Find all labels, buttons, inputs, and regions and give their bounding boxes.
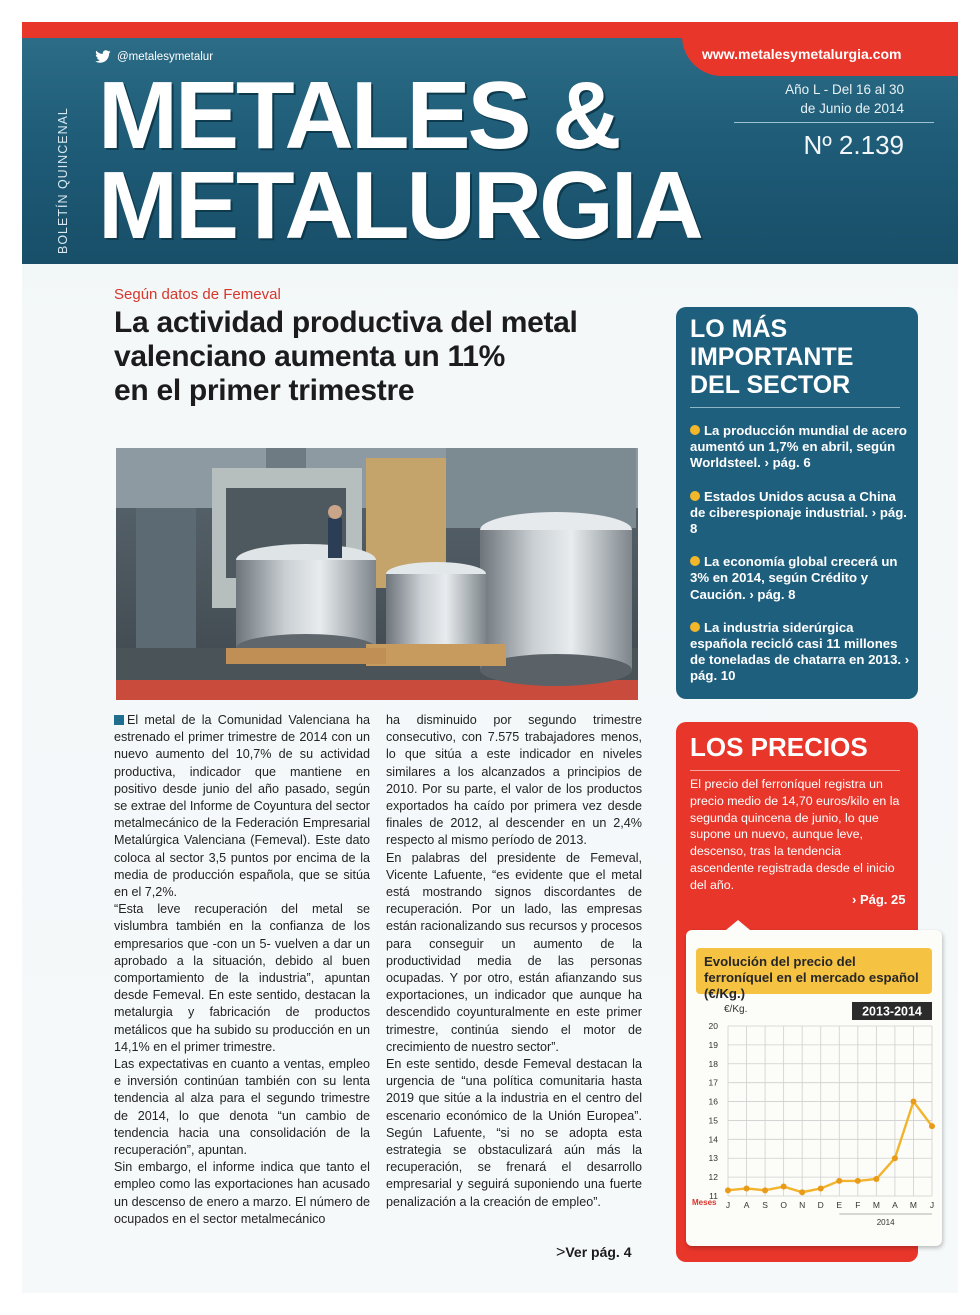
bullet-dot-icon	[690, 491, 700, 501]
masthead-title-line2: METALURGIA	[98, 152, 701, 259]
series-line	[728, 1102, 932, 1193]
data-point	[855, 1178, 861, 1184]
highlight-page: pág. 8	[690, 504, 907, 537]
article-paragraph: Sin embargo, el informe indica que tanto el empleo como las exportaciones han acusado un descenso de enero a marzo. El número de ocupados en el sector metalmecánico	[114, 1160, 370, 1226]
article-paragraph: En este sentido, desde Femeval destacan la urgencia de “una política comunitaria hasta 2019 que sitúe a la industria en el centro del escenario económico de la Unión Europea”. Según Lafuente, “si no se adopta esta estrategia se obstaculizará aún más la recuperación, se frenará el desarrollo empresarial y seguirá suponiendo una fuerte penalización a la creación de empleo”.	[386, 1057, 642, 1209]
paragraph-square-icon	[114, 715, 124, 725]
article-photo	[116, 448, 638, 700]
article-headline[interactable]	[114, 306, 644, 408]
vertical-label: BOLETÍN QUINCENAL	[56, 107, 70, 254]
issue-number: Nº 2.139	[803, 130, 904, 160]
x-tick-label: S	[762, 1200, 768, 1210]
price-chart-card	[686, 930, 942, 1246]
data-point	[910, 1099, 916, 1105]
issue-date-line2: de Junio de 2014	[800, 101, 904, 116]
article-column-1	[114, 712, 370, 1228]
y-tick-label: 13	[708, 1153, 718, 1164]
x-tick-label: O	[780, 1200, 787, 1210]
prices-text: El precio del ferroníquel registra un precio medio de 14,70 euros/kilo en la segunda quincena de junio, lo que supone un nuevo, aunque leve, descenso, tras la tendencia ascendente registrada desde el inicio del año.	[690, 777, 900, 892]
bullet-dot-icon	[690, 556, 700, 566]
masthead-title-line1: METALES &	[98, 62, 619, 169]
y-tick-label: 20	[708, 1021, 718, 1031]
highlight-text: La industria siderúrgica española recicló casi 11 millones de toneladas de chatarra en 2013. ›	[690, 619, 910, 668]
issue-info	[734, 80, 904, 118]
twitter-handle-text: @metalesymetalur	[117, 51, 214, 63]
x-tick-label: E	[836, 1200, 843, 1210]
period-badge-text: 2013-2014	[862, 1004, 922, 1019]
article-paragraph-text: El metal de la Comunidad Valenciana ha estrenado el primer trimestre de 2014 con un nuevo aumento del 10,7% de su actividad productiva, indicador que mantiene en positivo desde junio del año pasado, según se extrae del Informe de Coyuntura del sector metalmecánico de la Federación Empresarial Metalúrgica Valenciana (Femeval). Este dato coloca al sector 3,5 puntos por encima de la media de producción española, que se sitúa en el 7,2%.	[114, 713, 370, 900]
issue-separator	[734, 122, 934, 123]
see-page-link[interactable]	[556, 1244, 632, 1262]
data-point	[762, 1187, 768, 1193]
headline-line2: valenciano aumenta un 11%	[114, 340, 505, 373]
newspaper-page	[22, 22, 958, 1293]
sidebar-highlights	[676, 307, 918, 699]
y-tick-label: 11	[709, 1191, 718, 1201]
highlight-page: pág. 8	[757, 586, 796, 602]
article-paragraph: ha disminuido por segundo trimestre consecutivo, con 7.575 trabajadores menos, lo que sitúa a este indicador en niveles similares a los alcanzados a principios de 2010. Por su parte, el valor de los productos exportados ha caído por primera vez desde finales de 2012, al descender en un 2,4% respecto al mismo período de 2013.	[386, 713, 642, 848]
y-axis-unit: €/Kg.	[724, 1004, 748, 1015]
prices-page-link[interactable]: › Pág. 25	[852, 892, 906, 907]
highlight-item[interactable]	[690, 620, 910, 685]
data-point	[744, 1185, 750, 1191]
highlight-text: La producción mundial de acero aumentó un 1,7% en abril, según Worldsteel. ›	[690, 423, 907, 471]
article-paragraph	[114, 712, 370, 901]
issue-date-line1: Año L - Del 16 al 30	[785, 82, 904, 97]
x-tick-label: M	[909, 1200, 918, 1210]
x-tick-label: N	[799, 1200, 806, 1210]
y-tick-label: 18	[708, 1058, 718, 1069]
bullet-dot-icon	[690, 425, 700, 435]
article-column-2	[386, 712, 642, 1211]
data-point	[725, 1187, 731, 1193]
data-point	[929, 1123, 935, 1129]
data-point	[892, 1155, 898, 1161]
x-tick-label: J	[929, 1200, 935, 1210]
prices-title: LOS PRECIOS	[690, 732, 868, 762]
x-tick-label: D	[817, 1200, 824, 1210]
x-tick-label: M	[872, 1200, 880, 1210]
y-tick-label: 16	[708, 1096, 718, 1107]
x-axis-label: Meses	[692, 1198, 717, 1207]
prices-divider	[690, 770, 900, 771]
highlight-page: pág. 6	[772, 455, 811, 471]
data-point	[836, 1178, 842, 1184]
y-tick-label: 12	[708, 1172, 718, 1183]
highlights-title	[690, 315, 853, 399]
y-tick-label: 15	[708, 1115, 718, 1126]
data-point	[873, 1176, 879, 1182]
data-point	[799, 1189, 805, 1195]
x-tick-label: J	[725, 1200, 731, 1210]
x-tick-label: A	[743, 1200, 750, 1210]
see-page-arrow-icon: >	[556, 1244, 566, 1261]
website-url[interactable]: www.metalesymetalurgia.com	[682, 36, 958, 76]
data-point	[781, 1184, 787, 1190]
factory-photo-illustration	[116, 448, 638, 700]
article-paragraph: En palabras del presidente de Femeval, Vicente Lafuente, “es evidente que el metal está mostrando signos discordantes de recuperación. Por un lado, las empresas están racionalizando sus recursos y procesos para conseguir un aumento de la productividad media de las personas ocupadas. Y por otro, están afianzando sus exportaciones, un indicador que aunque ha descendido coyunturalmente en este primer trimestre, continúa siendo el motor de crecimiento de nuestro sector”.	[386, 850, 642, 1054]
see-page-text: Ver pág. 4	[565, 1244, 632, 1260]
masthead	[22, 22, 958, 264]
y-tick-label: 19	[708, 1039, 718, 1050]
highlights-title-line1: LO MÁS	[690, 315, 788, 343]
article-kicker: Según datos de Femeval	[114, 286, 281, 303]
highlight-page: pág. 10	[690, 668, 736, 684]
y-tick-label: 17	[708, 1077, 718, 1088]
article-paragraph: Las expectativas en cuanto a ventas, empleo e inversión continúan también con su lenta tendencia al alza para el segundo trimestre de 2014, lo que denota “un cambio de tendencia hacia una consolidación de la recuperación”, apuntan.	[114, 1057, 370, 1158]
article-paragraph: “Esta leve recuperación del metal se vislumbra también en la confianza de los empresarios que -con un 5- vuelven a dar un aprobado a la situación, debido al buen comportamiento de la industria”, apuntan desde Femeval. En este sentido, destacan la metalurgia y fabricación de productos metálicos que ha subido su producción en un 14,1% en el primer trimestre.	[114, 902, 370, 1054]
highlight-item[interactable]	[690, 489, 910, 538]
price-line-chart	[686, 996, 942, 1246]
highlights-divider	[690, 407, 900, 408]
x-tick-label: A	[892, 1200, 898, 1210]
year-label: 2014	[876, 1218, 895, 1227]
headline-line1: La actividad productiva del metal	[114, 306, 578, 339]
bullet-dot-icon	[690, 622, 700, 632]
highlights-title-line2: IMPORTANTE	[690, 343, 854, 371]
highlight-text: Estados Unidos acusa a China de ciberespionaje industrial. ›	[690, 488, 897, 520]
highlights-list	[690, 423, 910, 702]
x-tick-label: F	[855, 1200, 861, 1210]
y-tick-label: 14	[708, 1134, 718, 1145]
chart-card-notch	[726, 920, 750, 930]
highlight-item[interactable]	[690, 423, 910, 472]
chart-title: Evolución del precio del ferroníquel en el mercado español (€/Kg.)	[696, 948, 932, 994]
highlight-text: La economía global crecerá un 3% en 2014, según Crédito y Caución. ›	[690, 554, 898, 602]
highlights-title-line3: DEL SECTOR	[690, 371, 851, 399]
highlight-item[interactable]	[690, 554, 910, 603]
headline-line3: en el primer trimestre	[114, 374, 415, 407]
data-point	[818, 1185, 824, 1191]
